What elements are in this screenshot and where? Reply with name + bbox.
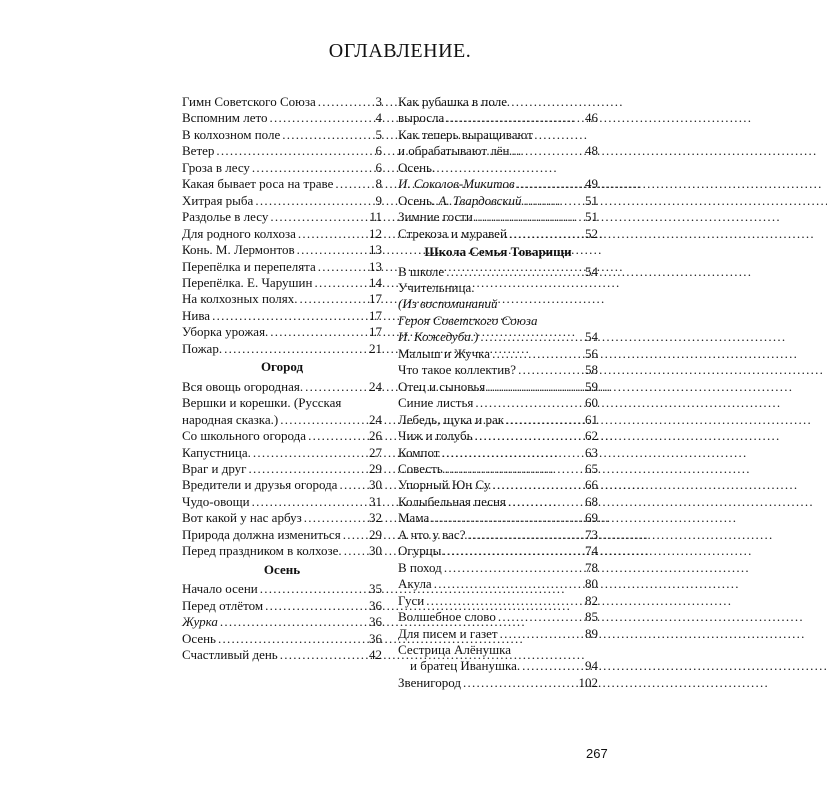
toc-entry-page: 36 [369, 597, 382, 613]
toc-entry [398, 477, 598, 493]
toc-entry-page: 69 [585, 510, 598, 526]
dot-leader [446, 110, 583, 126]
toc-entry-title: Какая бывает роса на траве [182, 176, 334, 192]
dot-leader [492, 346, 583, 362]
toc-entry-author: И. Соколов-Микитов [398, 176, 515, 192]
dot-leader [522, 658, 583, 674]
toc-entry [182, 461, 382, 477]
toc-entry-title-line: Вершки и корешки. (Русская [182, 395, 342, 411]
toc-entry-page: 54 [585, 263, 598, 279]
dot-leader [270, 110, 374, 126]
toc-entry-title: Малыш и Жучка [398, 345, 491, 361]
toc-entry-title: Пожар. [182, 340, 223, 356]
toc-entry-page: 80 [585, 576, 598, 592]
dot-leader [282, 127, 373, 143]
toc-entry [182, 412, 382, 428]
toc-entry-page: 9 [375, 192, 382, 208]
toc-entry-title: Со школьного огорода [182, 428, 307, 444]
dot-leader [253, 445, 367, 461]
toc-right-column [398, 94, 598, 691]
toc-entry-page: 51 [585, 209, 598, 225]
toc-entry-author: А. Твардовский [438, 192, 522, 208]
dot-leader [508, 494, 583, 510]
dot-leader [475, 395, 583, 411]
toc-entry-page: 60 [585, 395, 598, 411]
dot-leader [249, 461, 367, 477]
toc-entry [398, 445, 598, 461]
toc-entry-title: Раздолье в лесу [182, 209, 269, 225]
dot-leader [444, 560, 583, 576]
toc-entry [182, 477, 382, 493]
toc-entry-page: 21 [369, 340, 382, 356]
toc-entry-page: 78 [585, 559, 598, 575]
toc-entry-title: Вот какой у нас арбуз [182, 510, 302, 526]
toc-entry-page: 4 [375, 110, 382, 126]
toc-entry-title: Перед праздником в колхозе. [182, 543, 342, 559]
toc-entry [398, 675, 598, 691]
dot-leader [252, 494, 367, 510]
toc-entry [182, 494, 382, 510]
toc-entry-page: 59 [585, 378, 598, 394]
dot-leader [431, 510, 583, 526]
toc-entry-title: Огурцы. [398, 543, 445, 559]
toc-entry [398, 527, 598, 543]
dot-leader [252, 160, 374, 176]
toc-entry-title: На колхозных полях. [182, 291, 298, 307]
toc-entry-page: 5 [375, 126, 382, 142]
toc-entry-title: Гуси [398, 592, 425, 608]
toc-entry-page: 6 [375, 159, 382, 175]
toc-entry [182, 143, 382, 159]
dot-leader [500, 626, 583, 642]
toc-entry-page: 24 [369, 378, 382, 394]
toc-entry-title: Зимние гости [398, 209, 473, 225]
toc-entry-page: 85 [585, 609, 598, 625]
dot-leader [480, 329, 583, 345]
toc-entry [182, 445, 382, 461]
dot-leader [475, 209, 583, 225]
toc-entry [182, 259, 382, 275]
toc-entry-page: 26 [369, 428, 382, 444]
toc-entry-title: Упорный Юн Су [398, 477, 491, 493]
toc-entry-page: 36 [369, 630, 382, 646]
dot-leader [426, 593, 583, 609]
toc-entry-page: 11 [369, 209, 382, 225]
toc-entry-title: Начало осени [182, 581, 258, 597]
toc-entry-page: 29 [369, 460, 382, 476]
toc-entry-page: 46 [585, 110, 598, 126]
toc-entry-page: 35 [369, 581, 382, 597]
dot-leader [218, 631, 367, 647]
toc-entry-title: Уборка урожая. [182, 324, 269, 340]
toc-entry [182, 110, 382, 126]
dot-leader [498, 609, 583, 625]
toc-entry-title: Звенигород [398, 674, 462, 690]
toc-entry [398, 329, 598, 345]
toc-entry-title: В школе [398, 263, 445, 279]
toc-entry [182, 598, 382, 614]
toc-entry-title-line: Осень. [398, 159, 436, 175]
toc-entry-page: 36 [369, 614, 382, 630]
dot-leader [304, 510, 367, 526]
toc-entry-title: Природа должна измениться [182, 526, 341, 542]
toc-entry-title: Компот [398, 444, 440, 460]
toc-entry [182, 341, 382, 357]
toc-entry-author: И. Кожедуба.) [398, 329, 479, 345]
dot-leader [518, 362, 583, 378]
toc-entry-title: Перепёлка. Е. Чарушин [182, 274, 313, 290]
toc-entry-title: Нива [182, 307, 211, 323]
toc-entry [182, 324, 382, 340]
toc-entry-title: Журка [182, 614, 218, 630]
toc-entry-title: Синие листья [398, 395, 474, 411]
toc-entry-title: Волшебное слово [398, 609, 496, 625]
toc-entry-title: Осень. [398, 192, 439, 208]
dot-leader [298, 226, 367, 242]
toc-entry-page: 8 [375, 176, 382, 192]
toc-left-column [182, 94, 382, 663]
toc-entry-page: 94 [585, 658, 598, 674]
dot-leader [339, 477, 367, 493]
dot-leader [344, 543, 367, 559]
toc-entry-title: Чудо-овощи [182, 493, 250, 509]
toc-entry-title-line: Как теперь выращивают [398, 126, 533, 142]
dot-leader [445, 461, 583, 477]
section-heading: Школа Семья Товарищи [424, 244, 572, 260]
toc-entry-page: 66 [585, 477, 598, 493]
toc-entry [398, 362, 598, 378]
toc-entry-page: 62 [585, 428, 598, 444]
section-heading: Огород [260, 359, 304, 375]
toc-entry-page: 13 [369, 242, 382, 258]
dot-leader [343, 527, 367, 543]
toc-entry-title: Что такое коллектив? [398, 362, 517, 378]
toc-entry [182, 226, 382, 242]
toc-entry-subtitle-line: (Из воспоминаний [398, 296, 498, 312]
toc-entry-page: 13 [369, 258, 382, 274]
dot-leader [447, 543, 583, 559]
toc-entry-page: 52 [585, 225, 598, 241]
dot-leader [260, 581, 367, 597]
toc-entry-page: 14 [369, 274, 382, 290]
dot-leader [467, 527, 583, 543]
toc-entry [398, 176, 598, 192]
toc-entry [398, 226, 598, 242]
toc-entry [182, 527, 382, 543]
toc-entry [398, 543, 598, 559]
toc-entry-page: 68 [585, 493, 598, 509]
toc-entry [398, 626, 598, 642]
toc-entry [182, 631, 382, 647]
dot-leader [305, 379, 367, 395]
toc-entry-page: 63 [585, 444, 598, 460]
dot-leader [255, 193, 373, 209]
toc-entry-page: 30 [369, 477, 382, 493]
toc-entry-title-line: Сестрица Алёнушка [398, 641, 511, 657]
toc-entry-page: 54 [585, 329, 598, 345]
toc-entry-title: Чиж и голубь [398, 428, 473, 444]
toc-entry-title: Для писем и газет [398, 625, 498, 641]
toc-entry [398, 346, 598, 362]
toc-entry [182, 209, 382, 225]
toc-entry [182, 291, 382, 307]
dot-leader [434, 576, 583, 592]
toc-entry [398, 264, 598, 280]
dot-leader [270, 324, 367, 340]
toc-entry-page: 51 [585, 192, 598, 208]
toc-entry-page: 82 [585, 592, 598, 608]
dot-leader [216, 143, 373, 159]
toc-entry [398, 494, 598, 510]
dot-leader [308, 428, 367, 444]
toc-entry-title: выросла [398, 110, 445, 126]
dot-leader [265, 598, 367, 614]
toc-entry-title: А что у вас? [398, 526, 466, 542]
toc-entry [398, 609, 598, 625]
dot-leader [314, 275, 367, 291]
toc-entry-title: Мама [398, 510, 430, 526]
toc-entry [398, 510, 598, 526]
toc-entry [182, 510, 382, 526]
toc-entry-title: Лебедь, щука и рак [398, 411, 505, 427]
toc-entry [398, 461, 598, 477]
dot-leader [492, 477, 583, 493]
dot-leader [463, 675, 576, 691]
dot-leader [280, 412, 367, 428]
toc-entry-title-line: Как рубашка в поле [398, 94, 507, 109]
toc-entry-page: 24 [369, 411, 382, 427]
dot-leader [475, 428, 583, 444]
dot-leader [299, 291, 367, 307]
dot-leader [220, 614, 367, 630]
toc-entry-title: Враг и друг [182, 460, 247, 476]
toc-entry-title: Хитрая рыба [182, 192, 254, 208]
dot-leader [441, 445, 583, 461]
toc-entry-title: Гимн Советского Союза [182, 94, 316, 109]
dot-leader [270, 209, 367, 225]
toc-entry-page: 48 [585, 143, 598, 159]
toc-entry-title: Совесть [398, 460, 443, 476]
toc-entry-page: 73 [585, 526, 598, 542]
toc-entry [398, 560, 598, 576]
toc-entry-title: В колхозном поле [182, 126, 281, 142]
dot-leader [318, 259, 367, 275]
toc-entry-title: Акула [398, 576, 432, 592]
page-title: ОГЛАВЛЕНИЕ. [328, 40, 472, 62]
toc-entry [398, 193, 598, 209]
toc-entry-title: Вредители и друзья огорода [182, 477, 338, 493]
toc-entry-title: Гроза в лесу [182, 159, 250, 175]
toc-entry-page: 3 [375, 94, 382, 109]
toc-entry [182, 428, 382, 444]
toc-entry-page: 42 [369, 646, 382, 662]
toc-entry-title: Колыбельная песня [398, 493, 506, 509]
toc-entry-page: 56 [585, 345, 598, 361]
toc-entry [182, 543, 382, 559]
toc-entry [182, 308, 382, 324]
toc-entry-subtitle-line: Героя Советского Союза [398, 312, 538, 328]
toc-entry-page: 6 [375, 143, 382, 159]
dot-leader [446, 264, 583, 280]
toc-entry-title: и обрабатывают лён [398, 143, 510, 159]
toc-entry [182, 275, 382, 291]
toc-entry-page: 30 [369, 543, 382, 559]
toc-entry [398, 110, 598, 126]
toc-entry-title: Конь. М. Лермонтов [182, 242, 295, 258]
toc-entry [398, 379, 598, 395]
toc-entry-title: Отец и сыновья [398, 378, 486, 394]
toc-entry-title: Счастливый день [182, 646, 278, 662]
toc-entry-title: и братец Иванушка. [410, 658, 521, 674]
toc-entry [182, 614, 382, 630]
toc-entry-page: 31 [369, 493, 382, 509]
toc-entry-title: народная сказка.) [182, 411, 279, 427]
toc-entry-title: Ветер [182, 143, 215, 159]
toc-entry [182, 581, 382, 597]
toc-entry-page: 49 [585, 176, 598, 192]
toc-entry [398, 395, 598, 411]
dot-leader [318, 94, 374, 110]
toc-entry [182, 127, 382, 143]
dot-leader [511, 143, 583, 159]
toc-entry-title: Стрекоза и муравей [398, 225, 507, 241]
toc-entry [398, 658, 598, 674]
toc-entry-page: 29 [369, 526, 382, 542]
toc-entry-title: В поход [398, 559, 442, 575]
toc-entry [182, 647, 382, 663]
toc-entry [182, 193, 382, 209]
toc-entry-title: Вспомним лето [182, 110, 268, 126]
toc-entry [182, 94, 382, 110]
toc-entry-page: 32 [369, 510, 382, 526]
toc-entry [398, 143, 598, 159]
toc-entry [398, 428, 598, 444]
toc-entry [182, 160, 382, 176]
toc-entry-page: 102 [578, 674, 598, 690]
section-heading: Осень [263, 561, 301, 577]
page-number: 267 [586, 746, 608, 761]
dot-leader [280, 647, 367, 663]
dot-leader [506, 412, 583, 428]
toc-entry-page: 12 [369, 225, 382, 241]
dot-leader [297, 242, 367, 258]
toc-entry [182, 242, 382, 258]
dot-leader [487, 379, 583, 395]
toc-entry-page: 61 [585, 411, 598, 427]
toc-entry-title: Осень [182, 630, 216, 646]
toc-entry-page: 58 [585, 362, 598, 378]
toc-entry [398, 593, 598, 609]
toc-entry-page: 89 [585, 625, 598, 641]
toc-entry-page: 17 [369, 291, 382, 307]
dot-leader [224, 341, 367, 357]
toc-entry-title: Для родного колхоза [182, 225, 296, 241]
dot-leader [212, 308, 367, 324]
toc-entry-title: Перед отлётом [182, 597, 264, 613]
toc-entry-title: Перепёлка и перепелята [182, 258, 316, 274]
toc-entry-page: 17 [369, 307, 382, 323]
dot-leader [517, 176, 583, 192]
toc-entry [182, 176, 382, 192]
toc-entry-title: Капустница. [182, 444, 251, 460]
toc-entry-page: 27 [369, 444, 382, 460]
toc-entry [182, 379, 382, 395]
dot-leader [335, 176, 373, 192]
toc-entry-page: 74 [585, 543, 598, 559]
dot-leader [509, 226, 583, 242]
toc-entry-page: 65 [585, 460, 598, 476]
toc-entry-page: 17 [369, 324, 382, 340]
toc-entry [398, 412, 598, 428]
dot-leader [523, 193, 583, 209]
toc-entry-title-line: Учительница. [398, 279, 475, 295]
toc-entry [398, 576, 598, 592]
toc-entry [398, 209, 598, 225]
toc-entry-title: Вся овощь огородная. [182, 378, 304, 394]
